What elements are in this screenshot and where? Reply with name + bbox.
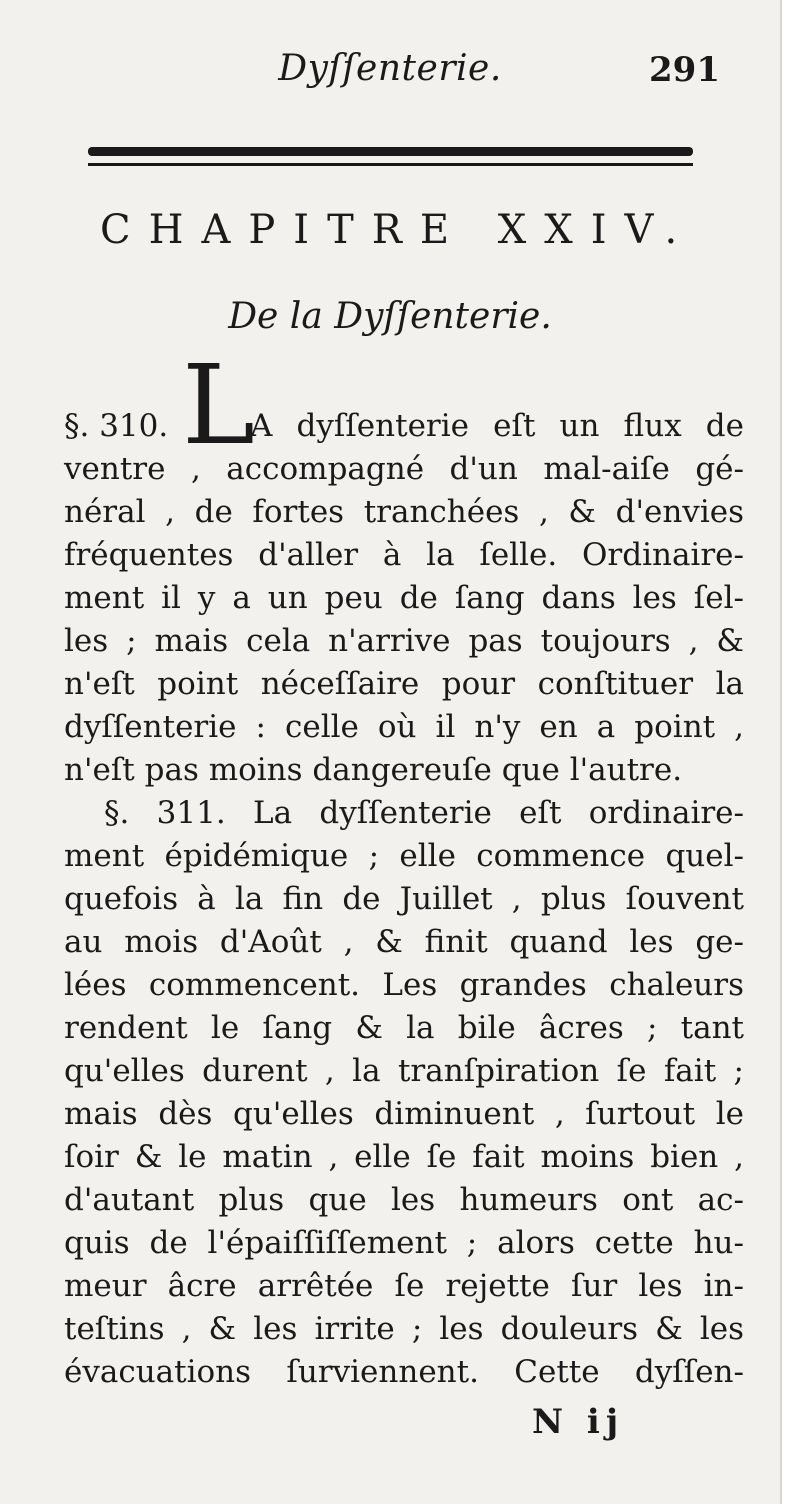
section-311 (64, 792, 744, 1394)
first-line-text: A dyſſenterie eſt un flux de (250, 408, 744, 444)
page-number: 291 (649, 50, 720, 90)
text-line: n'eſt pas moins dangereuſe que l'autre. (64, 752, 683, 788)
text-line: fréquentes d'aller à la ſelle. Ordinaire- (64, 537, 744, 573)
text-line: dyſſenterie : celle où il n'y en a point , (64, 709, 744, 745)
ornamental-rule (88, 147, 693, 156)
text-line: mais dès qu'elles diminuent , ſurtout le (64, 1096, 744, 1132)
text-line: évacuations ſurviennent. Cette dyſſen- (64, 1354, 744, 1390)
text-line: ment épidémique ; elle commence quel- (64, 838, 744, 874)
text-line: quefois à la fin de Juillet , plus ſouvent (64, 881, 744, 917)
text-line: n'eſt point néceſſaire pour conſtituer la (64, 666, 744, 702)
running-title: Dyſſenterie. (278, 48, 502, 89)
signature-mark: N ij (532, 1402, 625, 1442)
text-line: rendent le ſang & la bile âcres ; tant (64, 1010, 744, 1046)
text-line: les ; mais cela n'arrive pas toujours , & (64, 623, 744, 659)
text-line: lées commencent. Les grandes chaleurs (64, 967, 744, 1003)
text-line: d'autant plus que les humeurs ont ac- (64, 1182, 744, 1218)
drop-cap: L (182, 341, 256, 469)
text-line: quis de l'épaiſſiſſement ; alors cette hu- (64, 1225, 744, 1261)
section-number: §. 310. (64, 408, 169, 444)
text-line: §. 311. La dyſſenterie eſt ordinaire- (104, 795, 744, 831)
text-line: ſoir & le matin , elle ſe fait moins bien , (64, 1139, 744, 1175)
text-line: néral , de fortes tranchées , & d'envies (64, 494, 744, 530)
text-line: teſtins , & les irrite ; les douleurs & les (64, 1311, 744, 1347)
chapter-subtitle: De la Dyſſenterie. (228, 296, 552, 337)
chapter-title: CHAPITRE XXIV. (100, 207, 696, 253)
body-text (64, 341, 744, 1394)
text-line: ment il y a un peu de ſang dans les ſel- (64, 580, 744, 616)
text-line: meur âcre arrêtée ſe rejette ſur les in- (64, 1268, 744, 1304)
text-line: qu'elles durent , la tranſpiration ſe fait ; (64, 1053, 744, 1089)
text-line: ventre , accompagné d'un mal-aiſe gé- (64, 451, 744, 487)
section-310 (64, 448, 744, 792)
text-line: au mois d'Août , & finit quand les ge- (64, 924, 744, 960)
